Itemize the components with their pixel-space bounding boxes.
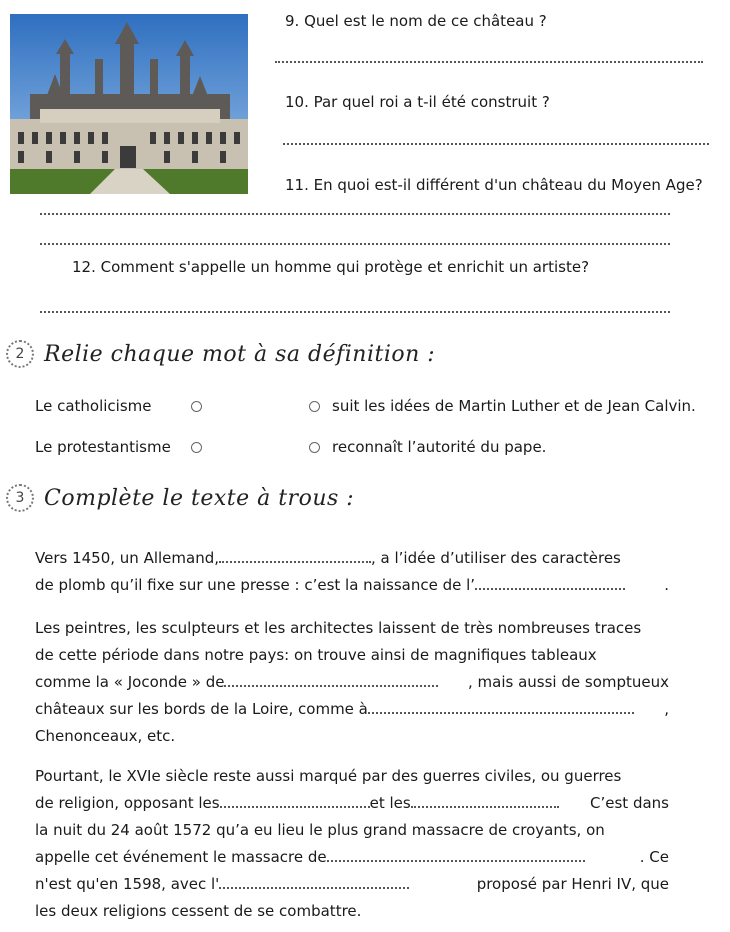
- answer-line-9[interactable]: [275, 61, 703, 63]
- paragraph-2: [35, 615, 669, 750]
- chateau-photo: [10, 14, 248, 194]
- blank-edict[interactable]: [219, 873, 409, 889]
- text: les deux religions cessent de se combattre.: [35, 902, 362, 920]
- question-12: 12. Comment s'appelle un homme qui protège et enrichit un artiste?: [72, 258, 590, 276]
- text: la nuit du 24 août 1572 qu’a eu lieu le plus grand massacre de croyants, on: [35, 821, 605, 839]
- answer-line-11a[interactable]: [40, 213, 670, 215]
- text: .: [664, 576, 669, 594]
- match-left-1: Le catholicisme: [35, 397, 152, 415]
- match-dot-left-1[interactable]: [191, 401, 202, 412]
- section-title: Relie chaque mot à sa définition :: [44, 341, 436, 367]
- match-right-1: suit les idées de Martin Luther et de Jean Calvin.: [332, 397, 696, 415]
- text: C’est dans: [590, 794, 669, 812]
- blank-religion-1[interactable]: [220, 792, 370, 808]
- section-2-heading: [6, 340, 435, 368]
- text: de religion, opposant les: [35, 794, 220, 812]
- match-left-2: Le protestantisme: [35, 438, 171, 456]
- question-9: 9. Quel est le nom de ce château ?: [285, 12, 547, 30]
- section-3-heading: [6, 484, 354, 512]
- paragraph-1: [35, 545, 669, 599]
- blank-massacre[interactable]: [327, 846, 585, 862]
- answer-line-12[interactable]: [40, 311, 670, 313]
- text: Pourtant, le XVIe siècle reste aussi marqué par des guerres civiles, ou guerres: [35, 767, 622, 785]
- section-title: Complète le texte à trous :: [44, 485, 355, 511]
- text: Les peintres, les sculpteurs et les architectes laissent de très nombreuses traces: [35, 619, 642, 637]
- blank-painter[interactable]: [224, 671, 438, 687]
- text: , a l’idée d’utiliser des caractères: [371, 549, 621, 567]
- text: et les: [369, 794, 411, 812]
- blank-inventor[interactable]: [219, 547, 371, 563]
- paragraph-3: [35, 763, 669, 925]
- match-right-2: reconnaît l’autorité du pape.: [332, 438, 547, 456]
- answer-line-11b[interactable]: [40, 243, 670, 245]
- question-11: 11. En quoi est-il différent d'un château du Moyen Age?: [285, 176, 703, 194]
- text: Vers 1450, un Allemand,: [35, 549, 219, 567]
- blank-castle[interactable]: [368, 698, 634, 714]
- text: proposé par Henri IV, que: [476, 875, 669, 893]
- text: Chenonceaux, etc.: [35, 727, 176, 745]
- blank-religion-2[interactable]: [411, 792, 559, 808]
- text: appelle cet événement le massacre de: [35, 848, 327, 866]
- question-10: 10. Par quel roi a t-il été construit ?: [285, 93, 550, 111]
- section-number-badge: 2: [6, 340, 34, 368]
- blank-invention[interactable]: [475, 574, 625, 590]
- answer-line-10[interactable]: [283, 143, 709, 145]
- text: de cette période dans notre pays: on trouve ainsi de magnifiques tableaux: [35, 646, 597, 664]
- section-number-badge: 3: [6, 484, 34, 512]
- match-dot-right-1[interactable]: [309, 401, 320, 412]
- text: , mais aussi de somptueux: [468, 673, 669, 691]
- text: n'est qu'en 1598, avec l': [35, 875, 220, 893]
- text: châteaux sur les bords de la Loire, comme à: [35, 700, 368, 718]
- text: comme la « Joconde » de: [35, 673, 225, 691]
- text: ,: [664, 700, 669, 718]
- text: . Ce: [639, 848, 669, 866]
- text: de plomb qu’il fixe sur une presse : c’est la naissance de l’: [35, 576, 476, 594]
- match-dot-right-2[interactable]: [309, 442, 320, 453]
- match-dot-left-2[interactable]: [191, 442, 202, 453]
